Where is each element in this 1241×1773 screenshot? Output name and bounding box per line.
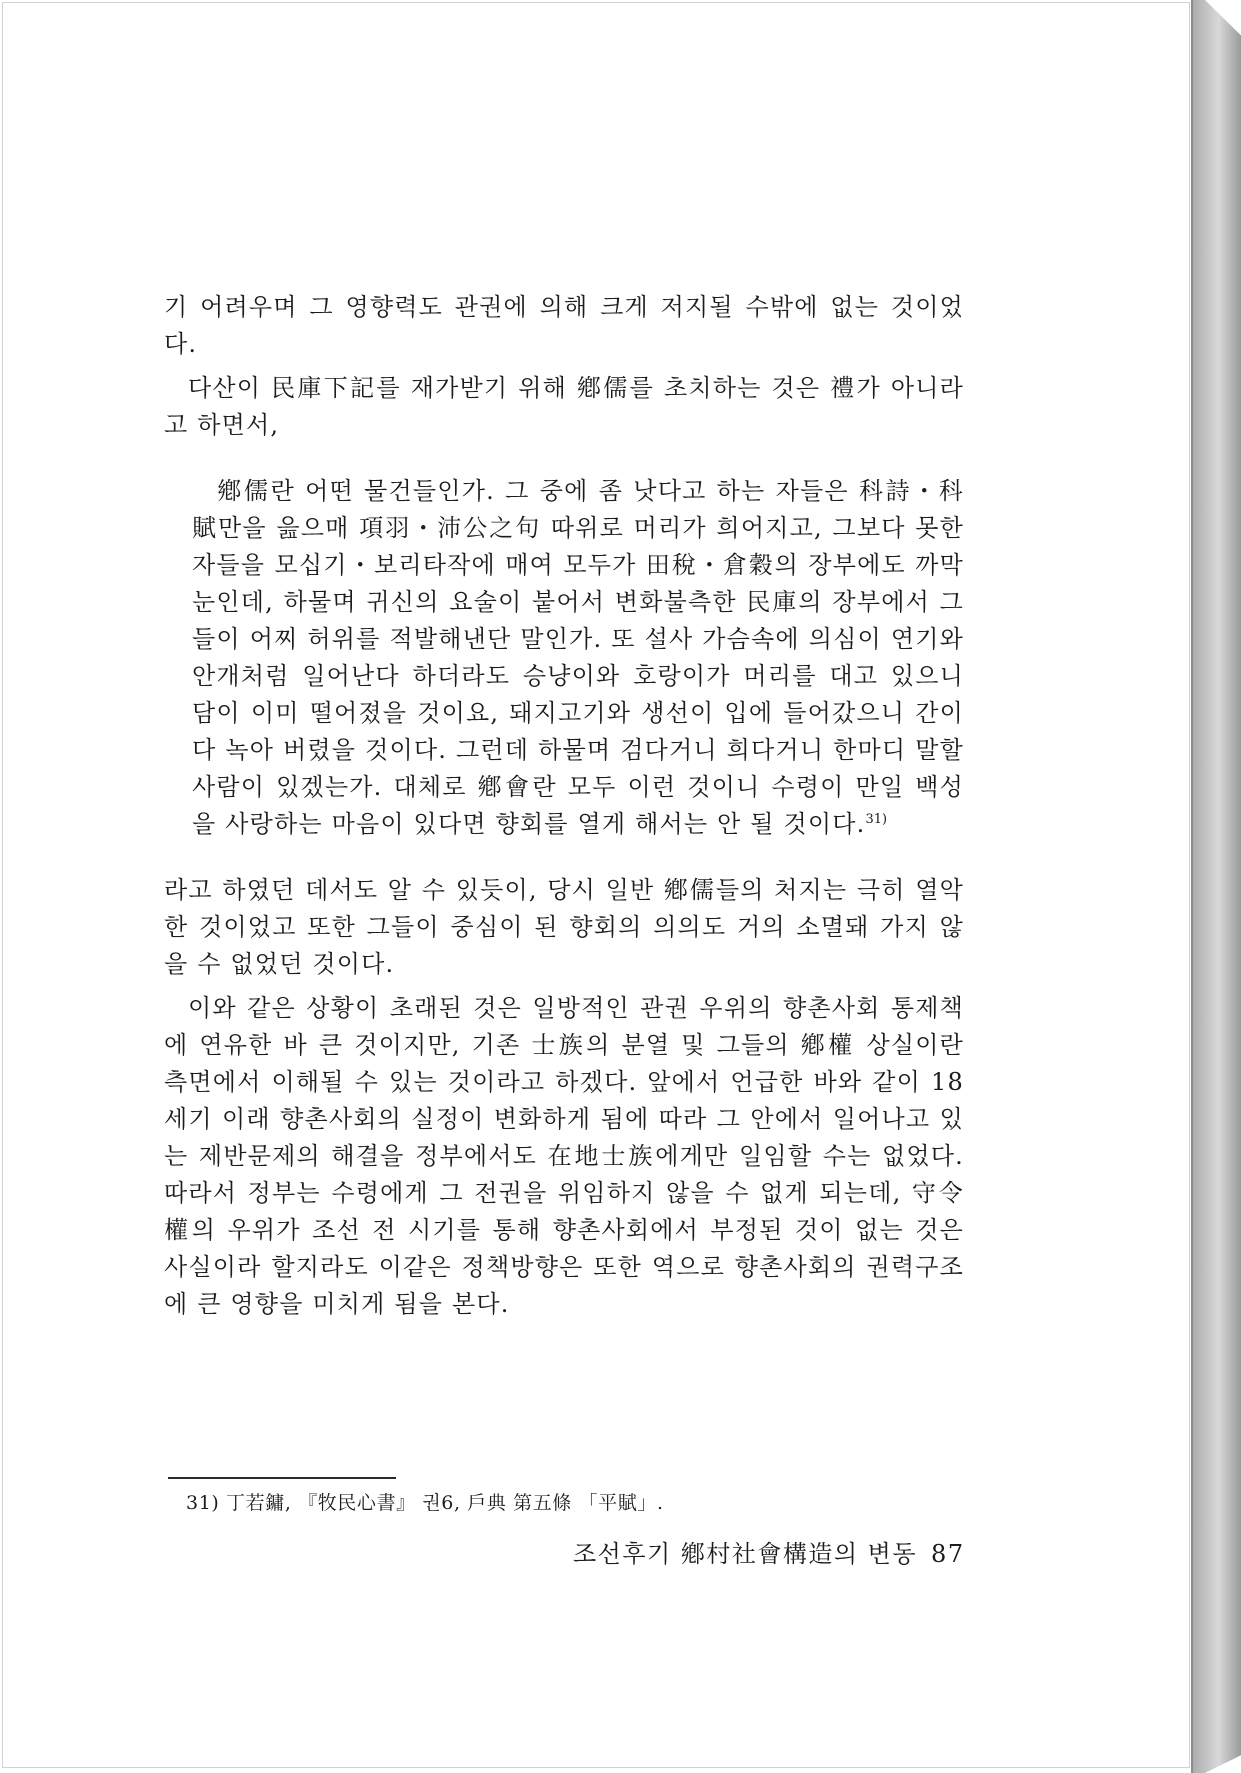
block-quote xyxy=(192,473,964,843)
paragraph-4: 이와 같은 상황이 초래된 것은 일방적인 관권 우위의 향촌사회 통제책에 연유한 바 큰 것이지만, 기존 士族의 분열 및 그들의 鄕權 상실이란 측면에서 이해될 수 있는 것이라고 하겠다. 앞에서 언급한 바와 같이 18세기 이래 향촌사회의 실정이 변화하게 됨에 따라 그 안에서 일어나고 있는 제반문제의 해결을 정부에서도 在地士族에게만 일임할 수는 없었다. 따라서 정부는 수령에게 그 전권을 위임하지 않을 수 없게 되는데, 守令權의 우위가 조선 전 시기를 통해 향촌사회에서 부정된 것이 없는 것은 사실이라 할지라도 이같은 정책방향은 또한 역으로 향촌사회의 권력구조에 큰 영향을 미치게 됨을 본다. xyxy=(164,994,964,1318)
footnote: 31) 丁若鏞, 『牧民心書』 권6, 戶典 第五條 「平賦」. xyxy=(186,1492,664,1514)
body-text xyxy=(164,289,964,1323)
page-curl-shadow xyxy=(1191,0,1241,1773)
paragraph-3: 라고 하였던 데서도 알 수 있듯이, 당시 일반 鄕儒들의 처지는 극히 열악한 것이었고 또한 그들이 중심이 된 향회의 의의도 거의 소멸돼 가지 않을 수 없었던 것이다. xyxy=(164,876,964,978)
footnote-reference[interactable]: 31) xyxy=(865,812,888,827)
running-title: 조선후기 鄕村社會構造의 변동 xyxy=(573,1540,918,1568)
block-quote-text xyxy=(192,473,964,843)
quote-body: 鄕儒란 어떤 물건들인가. 그 중에 좀 낫다고 하는 자들은 科詩・科賦만을 읊으매 項羽・沛公之句 따위로 머리가 희어지고, 그보다 못한 자들을 모십기・보리타작에 매여 모두가 田稅・倉穀의 장부에도 까막눈인데, 하물며 귀신의 요술이 붙어서 변화불측한 民庫의 장부에서 그들이 어찌 허위를 적발해낸단 말인가. 또 설사 가슴속에 의심이 연기와 안개처럼 일어난다 하더라도 승냥이와 호랑이가 머리를 대고 있으니 담이 이미 떨어졌을 것이요, 돼지고기와 생선이 입에 들어갔으니 간이 다 녹아 버렸을 것이다. 그런데 하물며 검다거니 희다거니 한마디 말할 사람이 있겠는가. 대체로 鄕會란 모두 이런 것이니 수령이 만일 백성을 사랑하는 마음이 있다면 향회를 열게 해서는 안 될 것이다. xyxy=(192,477,964,838)
page-number: 87 xyxy=(931,1540,965,1568)
footnote-rule xyxy=(168,1477,396,1479)
paragraph-2: 다산이 民庫下記를 재가받기 위해 鄕儒를 초치하는 것은 禮가 아니라고 하면서, xyxy=(164,374,964,439)
running-footer xyxy=(573,1534,965,1569)
document-page xyxy=(2,2,1190,1768)
paragraph-1: 기 어려우며 그 영향력도 관권에 의해 크게 저지될 수밖에 없는 것이었다. xyxy=(164,293,964,358)
